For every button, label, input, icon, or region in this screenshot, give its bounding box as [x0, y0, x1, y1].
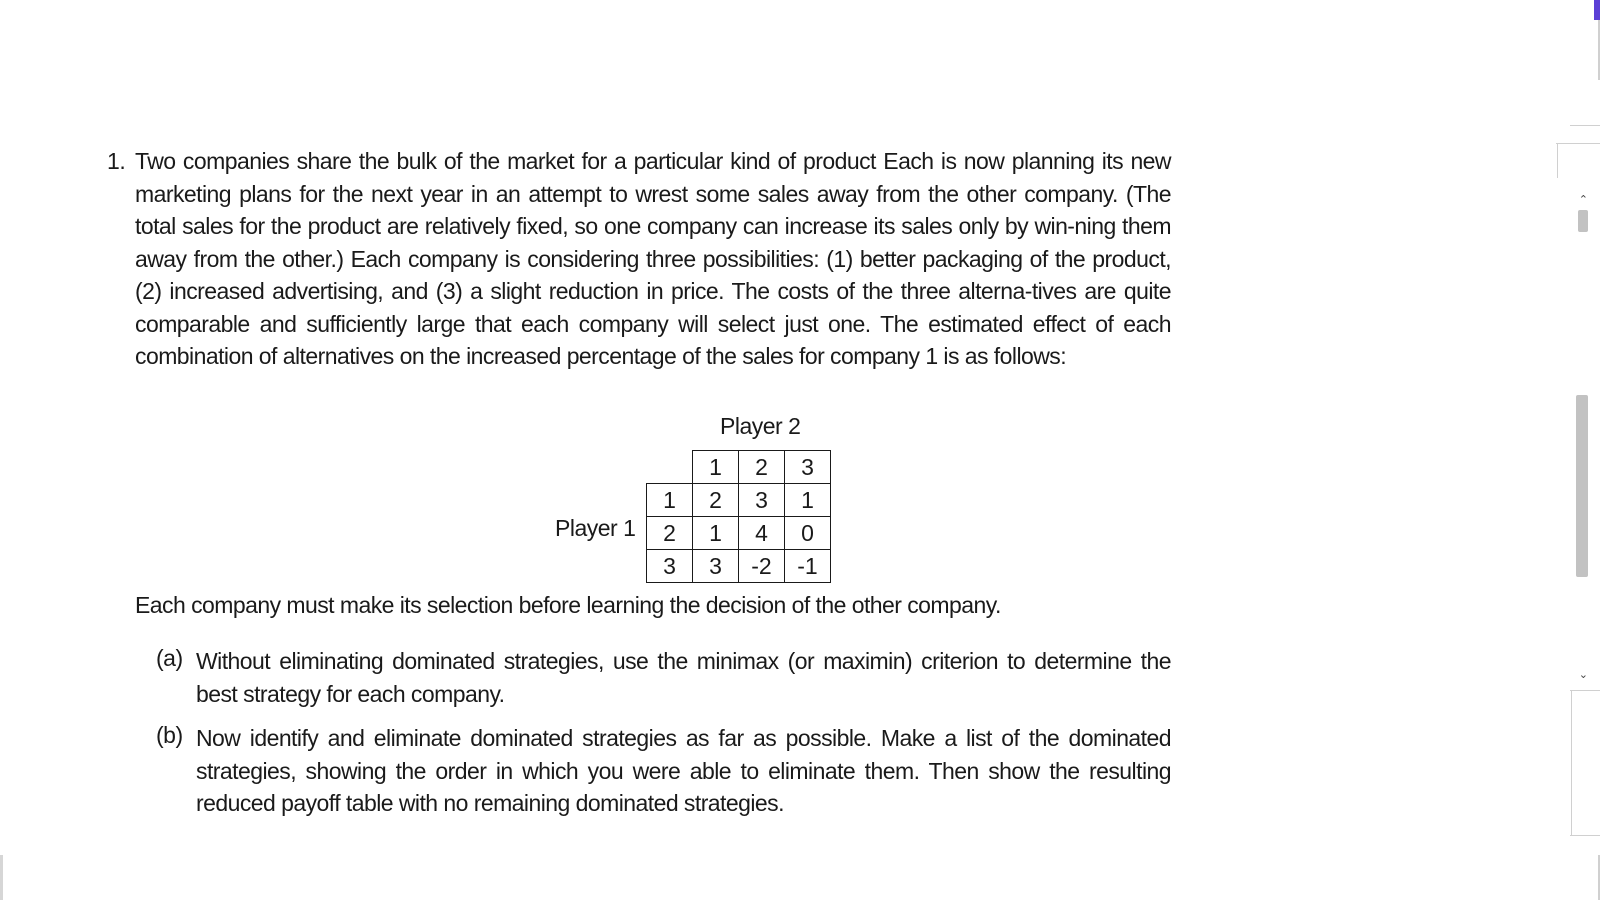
problem-number: 1. [107, 148, 126, 174]
payoff-cell: 1 [784, 483, 831, 517]
panel-divider [1556, 143, 1600, 144]
column-header: 3 [784, 450, 831, 484]
payoff-cell: 0 [784, 516, 831, 550]
panel-divider [1570, 125, 1600, 126]
scrollbar-thumb-small[interactable] [1578, 210, 1588, 232]
payoff-cell: -2 [738, 549, 785, 583]
panel-divider [1570, 835, 1600, 836]
player1-label: Player 1 [555, 515, 636, 541]
part-a-text: Without eliminating dominated strategies, use the minimax (or maximin) criterion to determine the best strategy for each company. [196, 648, 1171, 707]
payoff-cell: -1 [784, 549, 831, 583]
problem-statement: Two companies share the bulk of the market for a particular kind of product Each is now planning its new marketing plans for the next year in an attempt to wrest some sales away from the other company. (The total sales for the product are relatively fixed, so one company can increase its sales only by win-ning them away from the other.) Each company is considering three possibilities: (1) better packaging of the product, (2) increased advertising, and (3) a slight reduction in price. The costs of the three alterna-tives are quite comparable and sufficiently large that each company will select just one. The estimated effect of each combination of alternatives on the increased percentage of the sales for company 1 is as follows: [135, 148, 1171, 369]
payoff-cell: 3 [738, 483, 785, 517]
scrollbar-thumb[interactable] [1576, 395, 1588, 577]
row-header: 2 [646, 516, 693, 550]
payoff-cell: 3 [692, 549, 739, 583]
payoff-cell: 4 [738, 516, 785, 550]
part-b-label: (b) [156, 722, 183, 748]
chevron-down-icon[interactable]: ⌄ [1578, 668, 1588, 681]
viewer-side-panel [1540, 0, 1600, 900]
payoff-cell: 2 [692, 483, 739, 517]
accent-strip [1594, 0, 1600, 20]
panel-divider [1570, 690, 1600, 691]
payoff-cell: 1 [692, 516, 739, 550]
left-edge-marker [0, 855, 3, 900]
column-header: 2 [738, 450, 785, 484]
part-a-label: (a) [156, 645, 183, 671]
selection-note: Each company must make its selection before learning the decision of the other company. [135, 592, 1001, 618]
row-header: 1 [646, 483, 693, 517]
player2-label: Player 2 [720, 413, 801, 439]
chevron-up-icon[interactable]: ⌃ [1578, 193, 1588, 206]
panel-divider [1557, 143, 1558, 178]
panel-divider [1571, 690, 1572, 835]
part-b-text: Now identify and eliminate dominated strategies as far as possible. Make a list of the dominated strategies, showing the order in which you were able to eliminate them. Then show the resulting reduced payoff table with no remaining dominated strategies. [196, 725, 1171, 816]
row-header: 3 [646, 549, 693, 583]
column-header: 1 [692, 450, 739, 484]
